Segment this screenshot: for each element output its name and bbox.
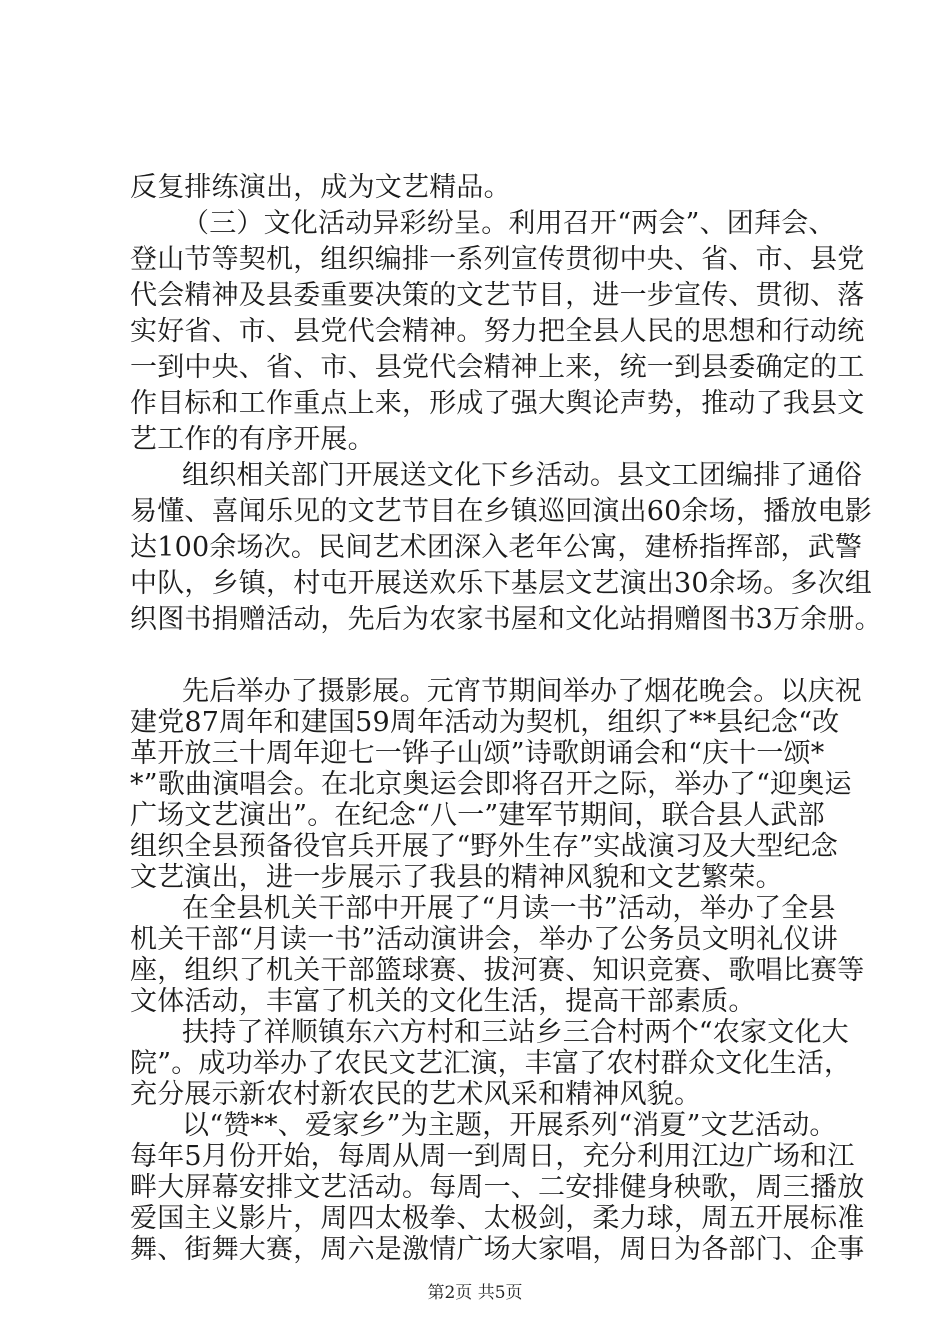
- text-line: 代会精神及县委重要决策的文艺节目，进一步宣传、贯彻、落: [130, 280, 865, 311]
- text-line: 畔大屏幕安排文艺活动。每周一、二安排健身秧歌，周三播放: [130, 1172, 865, 1203]
- text-line: 反复排练演出，成为文艺精品。: [130, 172, 511, 203]
- text-line: 先后举办了摄影展。元宵节期间举办了烟花晚会。以庆祝: [182, 676, 862, 707]
- page-number-footer: 第2页 共5页: [427, 1283, 523, 1303]
- text-line: 作目标和工作重点上来，形成了强大舆论声势，推动了我县文: [130, 388, 865, 419]
- text-line: 组织全县预备役官兵开展了“野外生存”实战演习及大型纪念: [130, 831, 839, 862]
- text-line: 建党87周年和建国59周年活动为契机，组织了**县纪念“改: [130, 707, 840, 738]
- text-line: 以“赞**、爱家乡”为主题，开展系列“消夏”文艺活动。: [182, 1110, 837, 1141]
- text-line: 文体活动，丰富了机关的文化生活，提高干部素质。: [130, 986, 756, 1017]
- text-line: 登山节等契机，组织编排一系列宣传贯彻中央、省、市、县党: [130, 244, 865, 275]
- text-line: 文艺演出，进一步展示了我县的精神风貌和文艺繁荣。: [130, 862, 783, 893]
- text-line: 达100余场次。民间艺术团深入老年公寓，建桥指挥部，武警: [130, 532, 863, 563]
- text-line: 实好省、市、县党代会精神。努力把全县人民的思想和行动统: [130, 316, 865, 347]
- text-line: 一到中央、省、市、县党代会精神上来，统一到县委确定的工: [130, 352, 865, 383]
- text-line: 易懂、喜闻乐见的文艺节目在乡镇巡回演出60余场，播放电影: [130, 496, 872, 527]
- text-line: 舞、街舞大赛，周六是激情广场大家唱，周日为各部门、企事: [130, 1234, 865, 1265]
- text-line: 中队，乡镇，村屯开展送欢乐下基层文艺演出30余场。多次组: [130, 568, 872, 599]
- text-line: （三）文化活动异彩纷呈。利用召开“两会”、团拜会、: [182, 208, 836, 239]
- text-line: 组织相关部门开展送文化下乡活动。县文工团编排了通俗: [182, 460, 862, 491]
- text-line: 艺工作的有序开展。: [130, 424, 375, 455]
- text-line: 广场文艺演出”。在纪念“八一”建军节期间，联合县人武部: [130, 800, 825, 831]
- text-line: *”歌曲演唱会。在北京奥运会即将召开之际，举办了“迎奥运: [130, 769, 852, 800]
- text-line: 院”。成功举办了农民文艺汇演，丰富了农村群众文化生活，: [130, 1048, 852, 1079]
- text-line: 座，组织了机关干部篮球赛、拔河赛、知识竞赛、歌唱比赛等: [130, 955, 865, 986]
- text-line: 在全县机关干部中开展了“月读一书”活动，举办了全县: [182, 893, 836, 924]
- text-line: 织图书捐赠活动，先后为农家书屋和文化站捐赠图书3万余册。: [130, 604, 882, 635]
- text-line: 爱国主义影片，周四太极拳、太极剑，柔力球，周五开展标准: [130, 1203, 865, 1234]
- text-line: 扶持了祥顺镇东六方村和三站乡三合村两个“农家文化大: [182, 1017, 849, 1048]
- text-line: 充分展示新农村新农民的艺术风采和精神风貌。: [130, 1079, 702, 1110]
- text-line: 每年5月份开始，每周从周一到周日，充分利用江边广场和江: [130, 1141, 855, 1172]
- text-line: 革开放三十周年迎七一铧子山颂”诗歌朗诵会和“庆十一颂*: [130, 738, 825, 769]
- text-line: 机关干部“月读一书”活动演讲会，举办了公务员文明礼仪讲: [130, 924, 839, 955]
